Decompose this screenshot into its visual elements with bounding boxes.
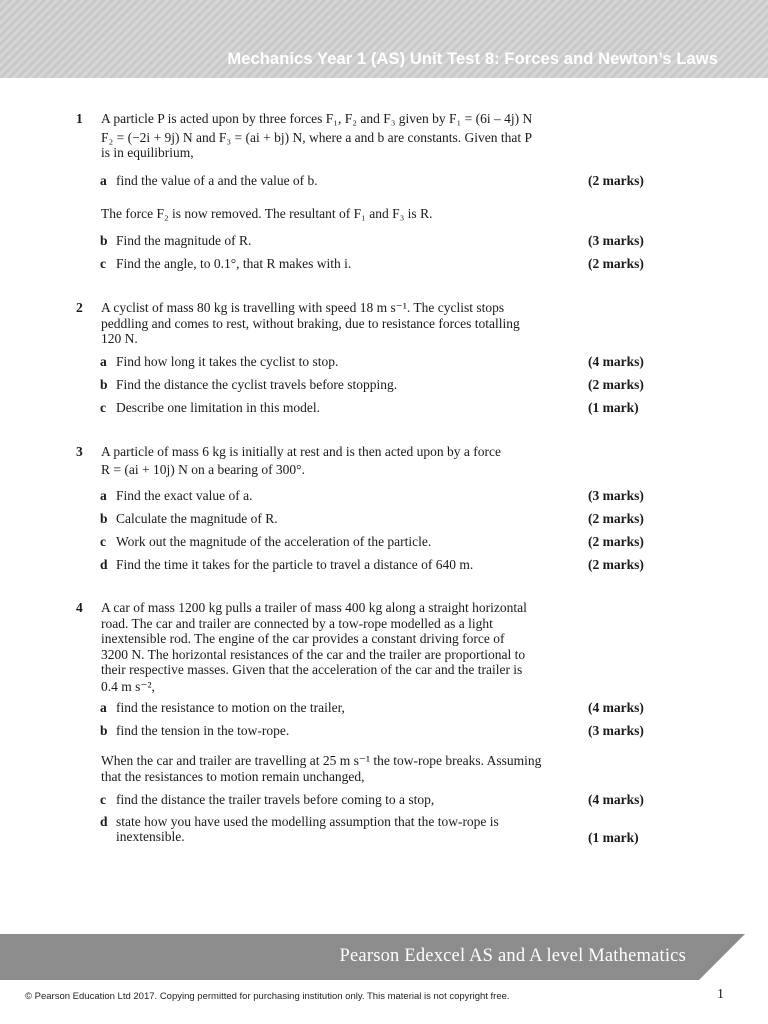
- part-text: Find the exact value of a.: [116, 488, 253, 503]
- marks-label: (1 mark): [588, 400, 639, 415]
- part-label: c: [100, 534, 106, 549]
- part-label: a: [100, 488, 107, 503]
- interlude-text: [101, 753, 541, 784]
- stem-line: 3200 N. The horizontal resistances of the car and the trailer are proportional to: [101, 646, 526, 662]
- interlude-line: When the car and trailer are travelling at 25 m s⁻¹ the tow-rope breaks. Assuming: [101, 753, 542, 768]
- stem-line: their respective masses. Given that the acceleration of the car and the trailer is: [101, 662, 523, 677]
- part-label: c: [100, 400, 106, 415]
- marks-label: (4 marks): [588, 700, 644, 715]
- part-text: Describe one limitation in this model.: [116, 400, 320, 415]
- part-label: b: [100, 233, 108, 248]
- marks-label: (2 marks): [588, 557, 644, 572]
- stem-line: R = (ai + 10j) N on a bearing of 300°.: [101, 461, 305, 477]
- part-label: a: [100, 700, 107, 715]
- part-label: b: [100, 723, 108, 738]
- part-label: a: [100, 354, 107, 369]
- part-text: find the value of a and the value of b.: [116, 173, 318, 188]
- question-stem: [101, 600, 527, 694]
- stem-line: inextensible rod. The engine of the car provides a constant driving force of: [101, 631, 505, 646]
- marks-label: (3 marks): [588, 233, 644, 248]
- interlude-text: The force F₂ is now removed. The resultant of F₁ and F₃ is R.: [101, 206, 433, 221]
- marks-label: (2 marks): [588, 256, 644, 271]
- part-label: d: [100, 814, 108, 829]
- header-band: [0, 0, 768, 78]
- page-title: Mechanics Year 1 (AS) Unit Test 8: Forces and Newton’s Laws: [227, 50, 718, 68]
- marks-label: (2 marks): [588, 511, 644, 526]
- copyright-notice: © Pearson Education Ltd 2017. Copying permitted for purchasing institution only. This material is not copyright free.: [25, 991, 510, 1002]
- marks-label: (3 marks): [588, 488, 644, 503]
- stem-line: F₂ = (−2i + 9j) N and F₃ = (ai + bj) N, where a and b are constants. Given that P: [101, 129, 533, 145]
- part-label: d: [100, 557, 108, 572]
- part-text: Find how long it takes the cyclist to stop.: [116, 354, 339, 369]
- part-label: b: [100, 511, 108, 526]
- stem-line: A particle of mass 6 kg is initially at rest and is then acted upon by a force: [101, 444, 502, 459]
- question-number: 1: [76, 111, 83, 126]
- part-text: Find the magnitude of R.: [116, 233, 252, 248]
- part-label: c: [100, 256, 106, 271]
- footer-title: Pearson Edexcel AS and A level Mathematics: [339, 946, 686, 966]
- part-text-line: inextensible.: [116, 829, 185, 844]
- marks-label: (1 mark): [588, 830, 639, 845]
- question-number: 3: [76, 444, 83, 459]
- question-number: 2: [76, 300, 83, 315]
- stem-line: road. The car and trailer are connected by a tow-rope modelled as a light: [101, 615, 493, 631]
- part-label: b: [100, 377, 108, 392]
- marks-label: (4 marks): [588, 792, 644, 807]
- page-number: 1: [717, 987, 724, 1002]
- marks-label: (2 marks): [588, 377, 644, 392]
- part-label: a: [100, 173, 107, 188]
- part-text: Calculate the magnitude of R.: [116, 511, 278, 526]
- question-stem: [101, 300, 520, 347]
- marks-label: (2 marks): [588, 173, 644, 188]
- stem-line: A cyclist of mass 80 kg is travelling with speed 18 m s⁻¹. The cyclist stops: [101, 300, 505, 315]
- marks-label: (3 marks): [588, 723, 644, 738]
- stem-line: 0.4 m s⁻²,: [101, 678, 155, 694]
- stem-line: A car of mass 1200 kg pulls a trailer of mass 400 kg along a straight horizontal: [101, 600, 527, 615]
- part-text-line: state how you have used the modelling assumption that the tow-rope is: [116, 814, 499, 829]
- part-text: Find the distance the cyclist travels before stopping.: [116, 377, 398, 392]
- part-text: [116, 814, 499, 844]
- marks-label: (4 marks): [588, 354, 644, 369]
- part-text: Find the time it takes for the particle to travel a distance of 640 m.: [116, 557, 474, 572]
- part-text: find the tension in the tow-rope.: [116, 723, 290, 738]
- stem-line: 120 N.: [101, 331, 138, 346]
- question-stem: [101, 111, 532, 161]
- stem-line: A particle P is acted upon by three forces F₁, F₂ and F₃ given by F₁ = (6i – 4j) N: [101, 111, 533, 126]
- stem-line: is in equilibrium,: [101, 145, 194, 160]
- part-text: Find the angle, to 0.1°, that R makes with i.: [116, 256, 352, 271]
- question-number: 4: [76, 600, 83, 615]
- part-label: c: [100, 792, 106, 807]
- interlude-line: that the resistances to motion remain unchanged,: [101, 768, 365, 784]
- stem-line: peddling and comes to rest, without braking, due to resistance forces totalling: [101, 315, 520, 331]
- marks-label: (2 marks): [588, 534, 644, 549]
- part-text: find the resistance to motion on the trailer,: [116, 700, 345, 715]
- part-text: find the distance the trailer travels before coming to a stop,: [116, 792, 435, 807]
- question-stem: [101, 444, 501, 477]
- part-text: Work out the magnitude of the acceleration of the particle.: [116, 534, 432, 549]
